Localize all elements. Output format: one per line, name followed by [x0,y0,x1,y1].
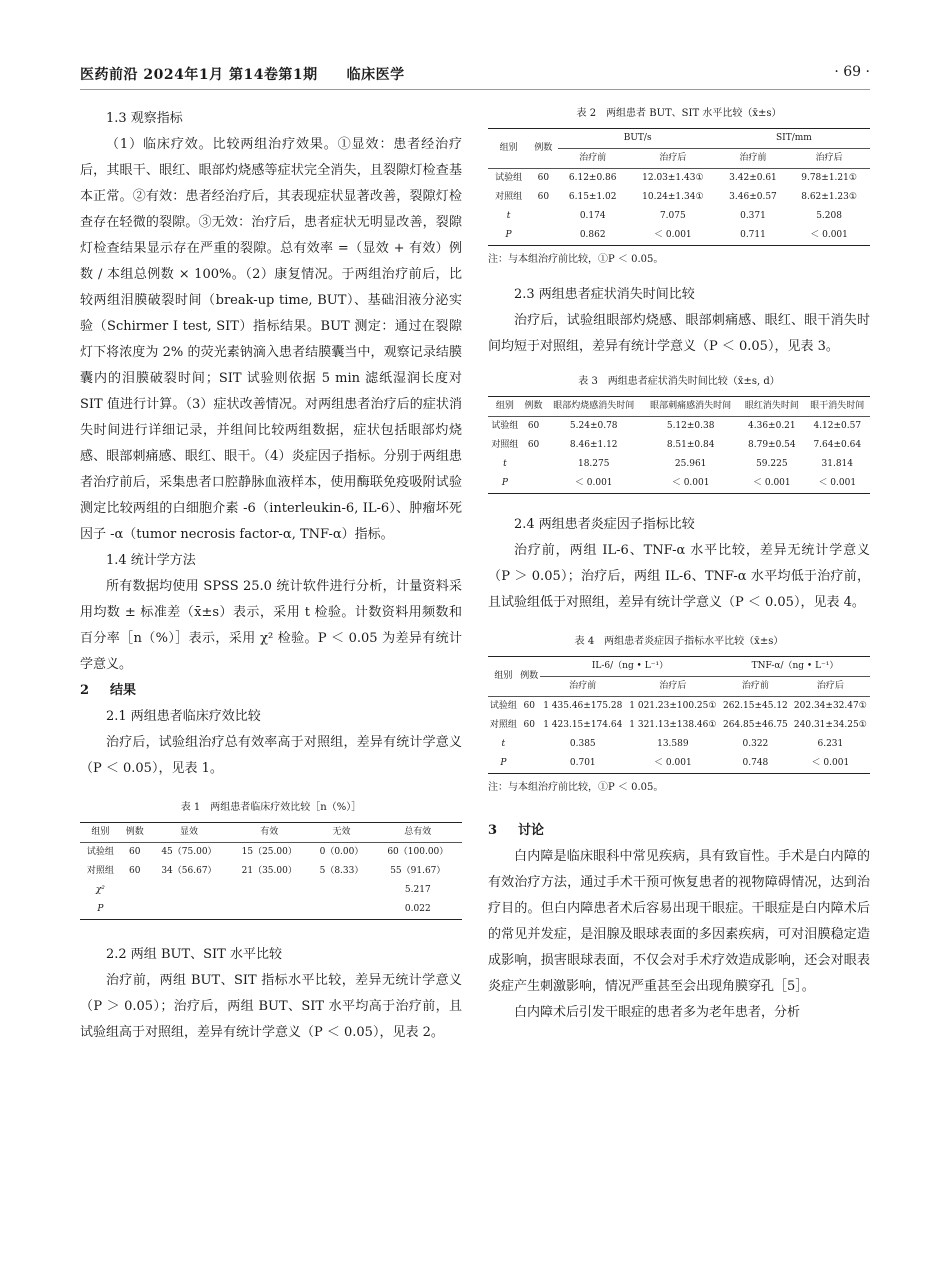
table-cell: 1 021.23±100.25① [629,701,717,711]
table-cell: 0.322 [742,739,769,749]
section-2-4-text: 治疗前，两组 IL-6、TNF-α 水平比较，差异无统计学意义（P ＞ 0.05）；治疗后，两组 IL-6、TNF-α 水平均低于治疗前，且试验组低于对照组，差异有统计学意义（P ＜ 0.05），见表 4。 [488,543,870,610]
table-cell: 60（100.00） [374,843,462,863]
table-cell: 60 [121,843,149,863]
table-cell: 7.64±0.64 [813,440,862,450]
table-cell [529,226,557,246]
table-cell: 6.231 [817,739,844,749]
table-cell: 0.711 [718,226,788,246]
table-cell: P [488,474,522,494]
table-cell: 对照组 [495,192,523,202]
table-header-cell: 眼红消失时间 [739,397,804,417]
table-cell: 264.85±46.75 [722,720,788,730]
table-header-cell: 治疗后 [628,149,718,169]
table-cell: t [506,211,511,221]
table-header-cell: SIT/mm [718,129,870,149]
table-2-caption: 表 2 两组患者 BUT、SIT 水平比较（x̄±s） [576,108,782,119]
table-row [488,169,870,189]
table-cell: 60 [523,720,535,730]
section-2-title: 结果 [110,683,137,698]
table-cell: 60 [537,192,550,202]
table-cell: ＜ 0.001 [805,474,870,494]
table-row [80,862,462,881]
table-header-cell: 治疗后 [791,677,870,697]
table-row [488,474,870,494]
table-cell: 8.79±0.54 [748,440,796,450]
table-row [80,881,462,900]
table-cell: 0（0.00） [309,843,373,863]
table-4-caption: 表 4 两组患者炎症因子指标水平比较（x̄±s） [574,636,784,647]
table-cell [522,474,545,494]
section-2-2-title: 2.2 两组 BUT、SIT 水平比较 [106,947,282,962]
page-number: · 69 · [834,64,870,80]
running-header [80,62,870,90]
table-cell: 试验组 [80,843,121,863]
table-1 [80,822,462,920]
table-header-cell: 治疗前 [720,677,791,697]
table-cell: 0.862 [558,226,628,246]
table-cell: ＜ 0.001 [642,474,739,494]
table-row [488,716,870,735]
table-cell [149,881,229,900]
table-cell: 21（35.00） [241,866,297,876]
section-1-4-title: 1.4 统计学方法 [106,553,196,568]
table-cell: 25.961 [674,459,707,469]
table-cell: 6.12±0.86 [568,173,617,183]
table-cell: 对照组 [491,440,519,450]
table-cell: P [488,754,519,774]
table-header-cell: 例数 [529,129,557,169]
table-row [488,226,870,246]
table-cell: 60 [522,417,545,437]
section-2-2-text: 治疗前，两组 BUT、SIT 指标水平比较，差异无统计学意义（P ＞ 0.05）；治疗后，两组 BUT、SIT 水平均高于治疗前，且试验组高于对照组，差异有统计学意义（P ＜ 0.05），见表 2。 [80,973,462,1040]
table-cell: t [501,739,506,749]
table-cell: 0.022 [374,900,462,920]
table-2 [488,128,870,246]
table-cell: 60 [523,701,535,711]
table-cell: 59.225 [756,459,788,469]
table-cell: 240.31±34.25① [793,720,867,730]
table-cell: 202.34±32.47① [793,701,867,711]
table-cell [519,754,540,774]
section-2-3-title: 2.3 两组患者症状消失时间比较 [514,287,695,302]
table-cell: χ² [95,885,105,895]
table-cell: 15（25.00） [229,843,309,863]
table-cell: 5.208 [816,211,842,221]
section-3-title: 讨论 [518,823,545,838]
table-cell: 9.78±1.21① [801,173,857,183]
section-2-1-title: 2.1 两组患者临床疗效比较 [106,709,261,724]
section-2-3-text: 治疗后，试验组眼部灼烧感、眼部刺痛感、眼红、眼干消失时间均短于对照组，差异有统计学意义（P ＜ 0.05），见表 3。 [488,313,870,354]
table-cell: 3.42±0.61 [729,173,777,183]
table-cell: 8.62±1.23① [801,192,857,202]
table-cell: ＜ 0.001 [628,226,718,246]
table-cell: P [80,900,121,920]
table-cell: ＜ 0.001 [791,754,870,774]
table-cell: 对照组 [86,866,114,876]
table-cell [309,900,373,920]
table-cell [309,881,373,900]
table-cell: 60 [527,440,540,450]
section-3-heading [488,818,870,844]
table-row [80,843,462,863]
table-cell: 5.217 [404,885,431,895]
table-header-row [488,397,870,417]
section-1-3-text: （1）临床疗效。比较两组治疗效果。①显效：患者经治疗后，其眼干、眼红、眼部灼烧感等症状完全消失，且裂隙灯检查基本正常。②有效：患者经治疗后，其表现症状显著改善，裂隙灯检查存在轻微的裂隙。③无效：治疗后，患者症状无明显改善，裂隙灯检查结果显示存在严重的裂隙。总有效率 =（显效 + 有效）例数 / 本组总例数 × 100%。（2）康复情况。于两组治疗前后，比较两组泪膜破裂时间（break-up time, BUT）、基础泪液分泌实验（Schirmer I test, SIT）指标结果。BUT 测定：通过在裂隙灯下将浓度为 2% 的荧光素钠滴入患者结膜囊当中，观察记录结膜囊内的泪膜破裂时间；SIT 试验则依据 5 min 滤纸湿润长度对 SIT 值进行计算。（3）症状改善情况。对两组患者治疗后的症状消失时间进行详细记录，并组间比较两组数据，症状包括眼部灼烧感、眼部刺痛感、眼红、眼干。（4）炎症因子指标。分别于两组患者治疗前后，采集患者口腔静脉血液样本，使用酶联免疫吸附试验测定比较两组的白细胞介素 -6（interleukin-6, IL-6）、肿瘤坏死因子 -α（tumor necrosis factor-α, TNF-α）指标。 [80,137,462,542]
table-header-row [488,129,870,149]
table-cell: 0.371 [740,211,766,221]
table-cell: 1 435.46±175.28 [543,701,623,711]
table-cell: 6.15±1.02 [568,192,617,202]
table-cell: 262.15±45.12 [722,701,788,711]
section-3-text-2: 白内障术后引发干眼症的患者多为老年患者，分析 [514,1005,801,1020]
table-cell: 60 [537,173,550,183]
table-cell [522,455,545,474]
table-1-caption: 表 1 两组患者临床疗效比较［n（%）］ [180,802,362,813]
table-row [488,697,870,717]
table-cell: 5（8.33） [319,866,364,876]
table-cell: t [503,459,507,469]
table-row [488,455,870,474]
table-cell: 1 321.13±138.46① [629,720,717,730]
table-cell: 0.748 [720,754,791,774]
table-cell: ＜ 0.001 [626,754,720,774]
table-cell: 12.03±1.43① [642,173,704,183]
table-cell: 4.36±0.21 [739,417,804,437]
table-header-cell: IL-6/（ng • L⁻¹） [540,657,720,677]
table-cell [529,207,557,226]
section-3-number: 3 [488,823,498,838]
section-1-3-title: 1.3 观察指标 [106,111,183,126]
table-row [488,207,870,226]
table-cell: 对照组 [489,720,517,730]
table-cell: 试验组 [495,173,523,183]
table-header-cell: 总有效 [374,823,462,843]
table-cell: 45（75.00） [149,843,229,863]
table-row [488,417,870,437]
table-cell: 18.275 [577,459,610,469]
table-subheader-row [488,677,870,697]
table-cell: 3.46±0.57 [729,192,777,202]
table-header-cell: 例数 [121,823,149,843]
table-header-cell: 治疗后 [788,149,870,169]
table-cell: 7.075 [659,211,686,221]
table-header-cell: 治疗前 [558,149,628,169]
table-header-cell: 组别 [488,397,522,417]
table-header-cell: 例数 [522,397,545,417]
table-2-note: 注：与本组治疗前比较，①P ＜ 0.05。 [488,254,664,265]
table-cell: 试验组 [488,417,522,437]
table-header-row [488,657,870,677]
table-header-cell: 组别 [488,129,529,169]
table-cell: 试验组 [489,701,517,711]
table-cell: 60 [129,866,141,876]
table-header-cell: BUT/s [558,129,718,149]
table-cell: 8.51±0.84 [666,440,715,450]
table-3 [488,396,870,494]
section-2-heading [80,678,462,704]
table-cell: 34（56.67） [161,866,217,876]
table-header-cell: TNF-α/（ng • L⁻¹） [720,657,870,677]
table-cell [519,735,540,754]
table-header-cell: 治疗前 [540,677,626,697]
table-cell: 13.589 [657,739,689,749]
table-cell [149,900,229,920]
table-cell: 0.174 [579,211,606,221]
table-4 [488,656,870,774]
table-cell: 5.24±0.78 [545,417,642,437]
table-cell: ＜ 0.001 [545,474,642,494]
table-3-caption: 表 3 两组患者症状消失时间比较（x̄±s, d） [578,376,780,387]
table-row [488,436,870,455]
table-cell: 55（91.67） [390,866,446,876]
table-header-cell: 治疗后 [626,677,720,697]
table-cell: 0.385 [569,739,596,749]
table-row [488,754,870,774]
table-cell: ＜ 0.001 [739,474,804,494]
table-header-cell: 显效 [149,823,229,843]
table-row [488,735,870,754]
table-cell: 10.24±1.34① [642,192,704,202]
table-header-cell: 无效 [309,823,373,843]
section-2-4-title: 2.4 两组患者炎症因子指标比较 [514,517,695,532]
table-cell [229,900,309,920]
table-header-cell: 有效 [229,823,309,843]
table-cell: 1 423.15±174.64 [543,720,623,730]
section-2-number: 2 [80,683,90,698]
section-1-4-text: 所有数据均使用 SPSS 25.0 统计软件进行分析，计量资料采用均数 ± 标准差（x̄±s）表示，采用 t 检验。计数资料用频数和百分率［n（%）］表示，采用 χ² 检验。P ＜ 0.05 为差异有统计学意义。 [80,579,462,672]
table-cell: 4.12±0.57 [805,417,870,437]
table-header-cell: 眼部灼烧感消失时间 [545,397,642,417]
table-row [80,900,462,920]
table-cell [121,900,149,920]
table-row [488,188,870,207]
table-cell: 31.814 [821,459,854,469]
table-header-cell: 眼干消失时间 [805,397,870,417]
table-header-cell: 治疗前 [718,149,788,169]
table-cell: P [488,226,529,246]
table-4-note: 注：与本组治疗前比较，①P ＜ 0.05。 [488,782,664,793]
table-header-cell: 组别 [488,657,519,697]
right-column [488,106,870,1026]
table-header-cell: 例数 [519,657,540,697]
table-cell: 5.12±0.38 [642,417,739,437]
table-header-cell: 眼部刺痛感消失时间 [642,397,739,417]
table-cell [229,881,309,900]
section-2-1-text: 治疗后，试验组治疗总有效率高于对照组，差异有统计学意义（P ＜ 0.05），见表 1。 [80,735,462,776]
table-header-cell: 组别 [80,823,121,843]
journal-info: 医药前沿 2024年1月 第14卷第1期 临床医学 [80,67,405,83]
table-header-row [80,823,462,843]
left-column [80,106,462,1046]
table-cell: ＜ 0.001 [788,226,870,246]
table-cell: 8.46±1.12 [569,440,618,450]
section-3-text-1: 白内障是临床眼科中常见疾病，具有致盲性。手术是白内障的有效治疗方法，通过手术干预可恢复患者的视物障碍情况，达到治疗目的。但白内障患者术后容易出现干眼症。干眼症是白内障术后的常见并发症，是泪腺及眼球表面的多因素疾病，可对泪膜稳定造成影响，损害眼球表面，不仅会对手术疗效造成影响，还会对眼表炎症产生刺激影响，情况严重甚至会出现角膜穿孔［5］。 [488,849,870,994]
table-cell [121,881,149,900]
table-cell: 0.701 [540,754,626,774]
